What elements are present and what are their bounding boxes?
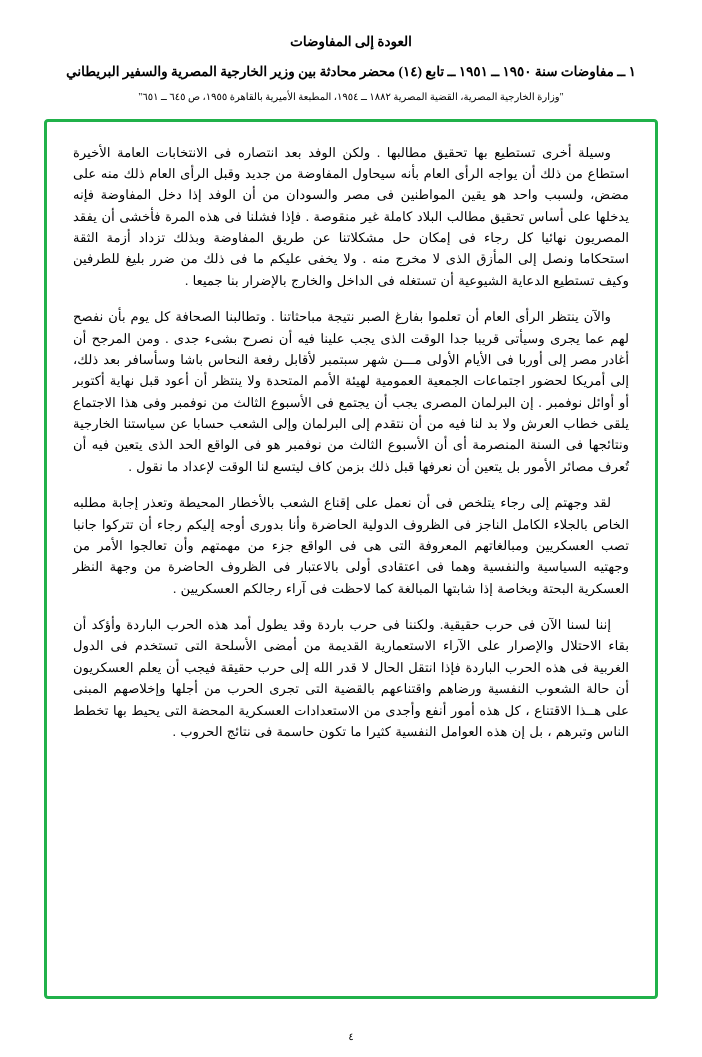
paragraph: وسيلة أخرى تستطيع بها تحقيق مطالبها . ولكن الوفد بعد انتصاره فى الانتخابات العامة الأخيرة استطاع من ذلك أن يواجه الرأى العام بأنه سيحاول المفاوضة من جديد وقبل الرأى العام ذلك منه على مضض، ولسبب واحد هو يقين المواطنين فى مصر والسودان من أن الوفد إذا دخل المفاوضة فإنه يدخلها على أساس تحقيق مطالب البلاد كاملة غير منقوصة . فإذا فشلنا فى هذه المرة فأخشى أن يفقد المصريون نهائيا كل رجاء فى إمكان حل مشكلاتنا عن طريق المفاوضة وبذلك تزداد أزمة الثقة استحكاما ونصل إلى المأزق الذى لا مخرج منه . ولا يخفى عليكم ما فى ذلك من ضرر بليغ للطرفين وكيف تستطيع الدعاية الشيوعية أن تستغله فى الداخل والخارج بالإضرار بنا جميعا . <box>73 144 629 288</box>
highlighted-text-box <box>44 119 658 999</box>
paragraph: لقد وجهتم إلى رجاء يتلخص فى أن نعمل على إقناع الشعب بالأخطار المحيطة وتعذر إجابة مطلبه الخاص بالجلاء الكامل الناجز فى الظروف الدولية الحاضرة وأنا بدورى أوجه إليكم رجاء أن تتركوا جانبا تصب العسكريين ومبالغاتهم المعروفة التى هى فى الواقع جزء من مهمتهم وأن تعالجوا الأمر من وجهتيه السياسية والنفسية وهما فى اعتقادى أولى بالاعتبار فى الظروف الحاضرة من وجهة النظر العسكرية البحتة وبخاصة إذا شابتها المبالغة كما لاحظت فى آراء رجالكم العسكريين . <box>73 495 629 596</box>
document-subtitle: ١ ــ مفاوضات سنة ١٩٥٠ ــ ١٩٥١ ــ تابع (١٤) محضر محادثة بين وزير الخارجية المصرية والسفير البريطاني <box>66 64 636 79</box>
page-number: ٤ <box>348 1032 354 1043</box>
paragraph: والآن ينتظر الرأى العام أن تعلموا بفارغ الصبر نتيجة مباحثاتنا . وتطالبنا الصحافة كل يوم بأن نفصح لهم عما يجرى وسيأتى قريبا جدا الوقت الذى يجب علينا فيه أن نصرح بشىء جدى . ومن المرجح أن أغادر مصر إلى أوربا فى الأيام الأولى مـــن شهر سبتمبر لأقابل رفعة النحاس باشا وسأسافر بعد ذلك، إلى أمريكا لحضور اجتماعات الجمعية العمومية لهيئة الأمم المتحدة ولا ينتظر أن أعود قبل نهاية أكتوبر أو أوائل نوفمبر . إن البرلمان المصرى يجب أن يجتمع فى الأسبوع الثالث من نوفمبر وفى هذا الاجتماع يلقى خطاب العرش ولا بد لنا فيه من أن نتقدم إلى البرلمان وإلى الشعب حسابا عن سياستنا الخارجية ونتائجها فى السنة المنصرمة أى أن الأسبوع الثالث من نوفمبر هو فى الواقع الحد الذى يتعين فيه أن تُعرف مصائر الأمور بل يتعين أن نعرفها قبل ذلك بزمن كاف ليتسع لنا الوقت لإعداد ما نقول . <box>73 309 629 474</box>
page-title: العودة إلى المفاوضات <box>290 34 412 49</box>
paragraph: إننا لسنا الآن فى حرب حقيقية. ولكننا فى حرب باردة وقد يطول أمد هذه الحرب الباردة وأؤكد أن بقاء الاحتلال والإصرار على الآراء الاستعمارية القديمة من أمضى الأسلحة التى تستخدم فى الدول الغربية فى هذه الحرب الباردة فإذا انتقل الحال لا قدر الله إلى حرب حقيقة فيجب أن يعلم العسكريون أن حالة الشعوب النفسية ورضاهم واقتناعهم بالقضية التى تجرى الحرب من أجلها وإخلاصهم المبنى على هــذا الاقتناع ، كل هذه أمور أنفع وأجدى من الاستعدادات العسكرية المحضة التى يحيط بها تخطط الناس وتبرهم ، بل إن هذه العوامل النفسية كثيرا ما تكون حاسمة فى نتائج الحروب . <box>73 617 629 739</box>
document-source-note: "وزارة الخارجية المصرية، القضية المصرية ١٨٨٢ ــ ١٩٥٤، المطبعة الأميرية بالقاهرة ١٩٥٥، ص ٦٤٥ ــ ٦٥١" <box>138 91 564 103</box>
